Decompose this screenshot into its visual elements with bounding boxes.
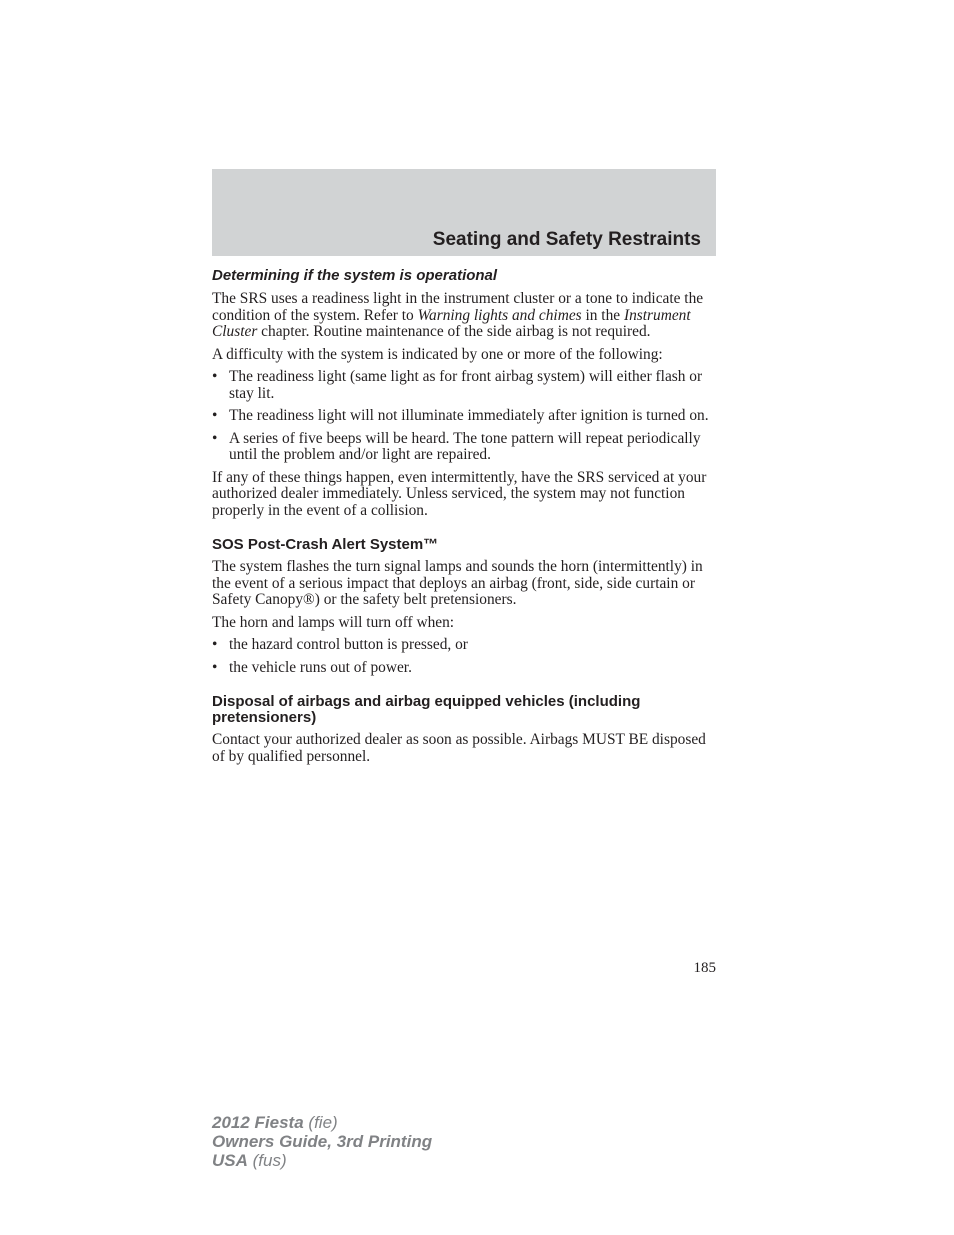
page-number: 185 — [693, 960, 716, 976]
turn-off-list — [212, 637, 716, 676]
list-item: • The readiness light (same light as for front airbag system) will either flash or stay lit. — [212, 368, 703, 402]
document-footer — [212, 1113, 432, 1170]
bullet-glyph: • — [212, 429, 218, 447]
ref-instrument-cluster: Instrument Cluster — [212, 306, 691, 340]
chapter-header-band — [212, 169, 716, 256]
chapter-title: Seating and Safety Restraints — [432, 229, 701, 250]
section-heading-operational: Determining if the system is operational — [212, 267, 498, 284]
ref-warning-lights: Warning lights and chimes — [417, 306, 582, 324]
footer-line-guide: Owners Guide, 3rd Printing — [212, 1132, 433, 1151]
list-item: • the vehicle runs out of power. — [212, 658, 412, 676]
paragraph-service: If any of these things happen, even intermittently, have the SRS serviced at your authorized dealer immediately. Unless serviced, the system may not function properly in the event of a collision. — [212, 468, 707, 519]
list-item: • A series of five beeps will be heard. The tone pattern will repeat periodically until the problem and/or light are repaired. — [212, 429, 701, 463]
paragraph-difficulty: A difficulty with the system is indicated by one or more of the following: — [212, 345, 663, 363]
bullet-glyph: • — [212, 658, 218, 676]
section-heading-disposal: Disposal of airbags and airbag equipped vehicles (including pretensioners) — [212, 693, 641, 726]
difficulty-list — [212, 369, 716, 464]
paragraph-srs-readiness: The SRS uses a readiness light in the instrument cluster or a tone to indicate the condition of the system. Refer to Warning lights and chimes in the Instrument Cluster chapter. Routine maintenance of the side airbag is not required. — [212, 290, 704, 340]
footer-line-model: 2012 Fiesta (fie) — [212, 1113, 338, 1132]
paragraph-sos-description: The system flashes the turn signal lamps and sounds the horn (intermittently) in the event of a serious impact that deploys an airbag (front, side, side curtain or Safety Canopy®) or the safety belt pretensioners. — [212, 558, 703, 608]
section-heading-sos: SOS Post-Crash Alert System™ — [212, 536, 439, 553]
list-item: • the hazard control button is pressed, or — [212, 636, 468, 653]
bullet-glyph: • — [212, 368, 218, 385]
bullet-glyph: • — [212, 407, 218, 424]
footer-line-market: USA (fus) — [212, 1151, 287, 1170]
list-item: • The readiness light will not illuminate immediately after ignition is turned on. — [212, 407, 709, 424]
paragraph-disposal: Contact your authorized dealer as soon as possible. Airbags MUST BE disposed of by qualified personnel. — [212, 731, 706, 765]
bullet-glyph: • — [212, 636, 218, 653]
paragraph-turn-off: The horn and lamps will turn off when: — [212, 613, 455, 631]
page-content — [212, 267, 716, 771]
